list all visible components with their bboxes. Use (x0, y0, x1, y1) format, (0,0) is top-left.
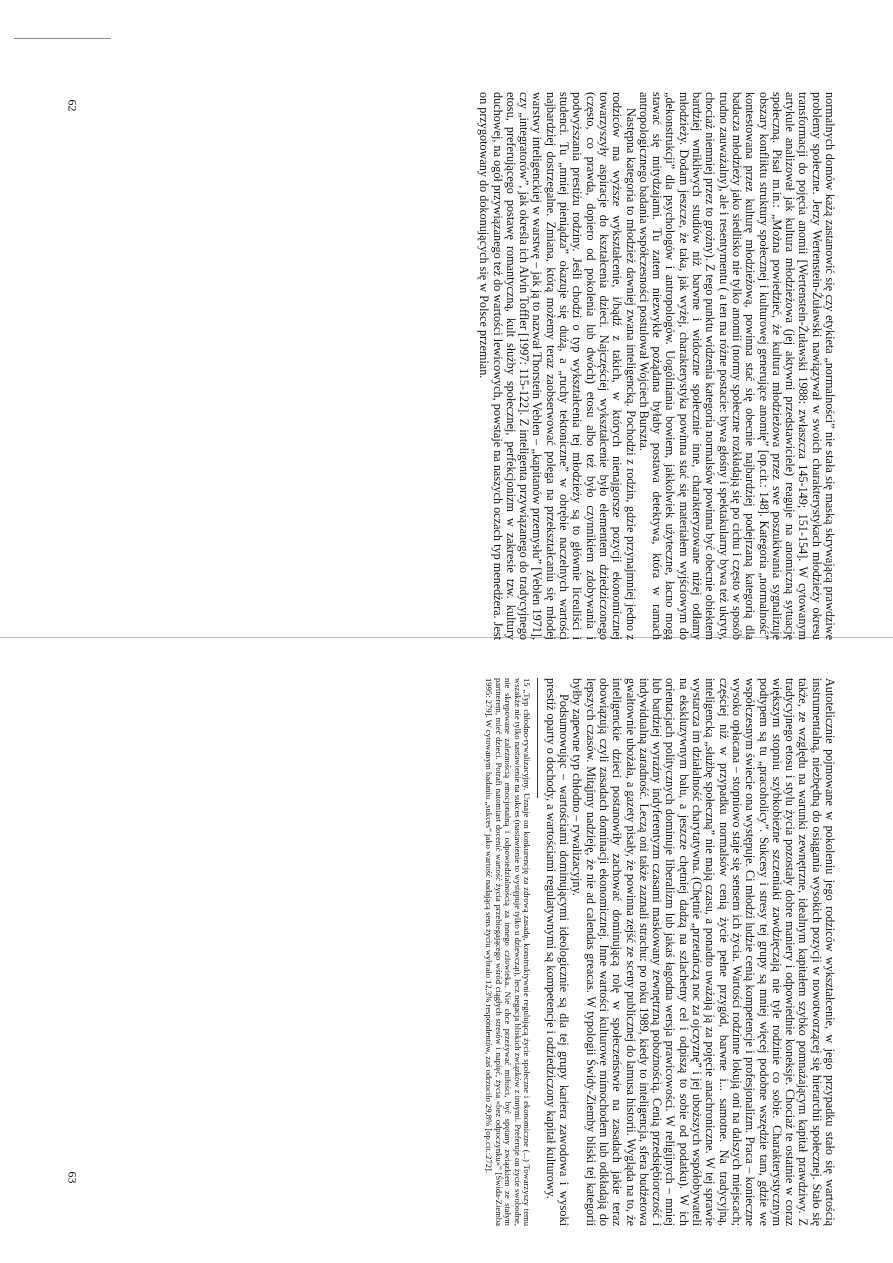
left-page-number: 62 (65, 99, 80, 112)
right-page (216, 678, 836, 1226)
left-paragraph-2: Następna kategoria to młodzież dawniej zwana inteligencką. Pochodzi z rodzin, gdzie przynajmniej jedno z rodziców ma wyższe wykształcenie, i/bądź z takich, w których nienajgorsze pozycji ekonomicznej towarzyszyły aspiracje do kształcenia dzieci. Najczęściej wykształcenie było elementem dziedziczonego (często, co prawda, dopiero od pokolenia lub dwóch) etosu albo też było czynnikiem zdobywania i podwyższania prestiżu rodziny. Jeśli chodzi o typ wykształcenia tej młodzieży są to głównie licealiści i studenci. Tu „mniej pieniądza” okazuje się dużą, a „ruchy tektoniczne” w obrębie naczelnych wartości najbardziej dostrzegalne. Zmiana, którą możemy teraz zaobserwować polega na przekształcaniu się młodej warstwy inteligenckiej w warstwę – jak ją to nazwał Thorstein Veblen – „kapitanów przemysłu” [Veblen 1971], czy „integratorów”, jak określa ich Alvin Toffler [1997: 115-122]. Z inteligenta przywiązanego do tradycyjnego etosu, preferującego postawę romantyczną, kult służby społecznej, perfekcjonizm w zakresie tzw. kultury duchowej, na ogół przywiązanego też do wartości lewicowych, powstaje na naszych oczach typ menedżera. Jest on przygotowany do dokonujących się w Polsce przemian. (477, 92, 638, 640)
left-page (124, 92, 836, 640)
scan-top-rule (14, 38, 111, 39)
right-page-number: 63 (65, 1171, 80, 1184)
footnote-15: 15 „Typ chłodno-rywalizacyjny. Uznaje on konkurencję za zdrową zasadę, konstruktywnie regulującą życie społeczne i ekonomiczne (...) Towarzyszy temu wszakże nie tylko nastawienie na sukces (nastawienie to występuje tylko u dziewcząt), lecz negacja bliskich związków z innymi. Preferuje on życie swobodne, nie skrępowane zależnością emocjonalną i odpowiedzialnością za innego człowieka. Nie chce przeżywać miłości, być spętany związkiem ze stałym partnerem, mieć dzieci. Potrafi natomiast docenić wartość życia przebiegającego wśród ciągłych stresów i napięć, życia «bez odpoczynku»” [Świda-Ziemba 1995: 279]. W cytowanym badaniu „sukces” jako wartość nadającą sens życiu wybrało 12,3% respondentów, zaś odrzuciło 29,8% [op.cit.:272]. (484, 678, 533, 1226)
footnote-rule (537, 678, 538, 798)
left-paragraph-1: normalnych domów każą zastanowić się czy etykieta „normalności” nie stała się maską skrywającą prawdziwe problemy społeczne. Jerzy Wertenstein-Żuławski nawiązywał w swoich charakterystykach młodzieży okresu transformacji do pojęcia anomii [Wertenstein-Żuławski 1988: zwłaszcza 145-149; 151-154]. W cytowanym artykule analizował jak kultura młodzieżowa (jej aktywni przedstawiciele) reaguje na anomiczną sytuację społeczną. Pisał m.in.: „Można powiedzieć, że kultura młodzieżowa przez swe poszukiwania sygnalizuje obszary konfliktu struktury społecznej i kulturowej generujące anomię” [op.cit.: 148]. Kategoria „normalność” kontestowana przez kulturę młodzieżową, powinna stać się obecnie najbardziej podejrzaną kategorią dla badacza młodzieży jako siedlisko nie tylko anomii (normy społeczne rozkładają się po cichu i często w sposób trudno zauważalny), ale i resentymentu ( a ten ma różne postacie: bywa głośny i spektakularny bywa też ukryty, chociaż niemniej przez to groźny). Z tego punktu widzenia kategoria normalsów powinna być obecnie obiektem bardziej wnikliwych studiów niż barwne i widoczne społecznie inne, charakteryzowane niżej odłamy młodzieży. Dodam jeszcze, że taka, jak wyżej, charakterystyka powinna stać się materiałem wyjściowym do „dekonstrukcji” dla psychologów i antropologów. Uogólniania bowiem, jakkolwiek użyteczne, łacno mogą stawać się mitydzajami. Tu zatem niezwykle pożądana byłaby postawa detektywa, która w ramach antropologicznego badania współczesności postulował Wojciech Burszta. (636, 92, 837, 640)
right-paragraph-2: Podsumowując – wartościami dominującymi ideologicznie są dla tej grupy kariera zawodowa i wysoki prestiż oparty o dochody, a wartościami regulatywnymi są kompetencje i odziedziczony kapitał kulturowy. (543, 678, 572, 1226)
right-paragraph-1: Autotelicznie pojmowane w pokoleniu jego rodziców wykształcenie, w jego przypadku stało się wartością instrumentalną, niezbędną do osiągania wysokich pozycji w nowotworzącej się hierarchii społecznej. Stało się także, ze względu na warunki zewnętrzne, idealnym kapitałem szybko pomnażającym kapitał prawdziwy. Z tradycyjnego etosu i stylu życia pozostały dobre maniery i odpowiednie koneksje. Chociaż te ostatnie w coraz większym stopniu szybkobieżne szczeniaki zawdzięczają nie tyle rodzinie co sobie. Charakterystycznym podtypem są tu „pracoholicy”. Sukcesy i stresy tej grupy są mniej więcej podobne wszędzie tam, gdzie we współczesnym świecie ona występuje. Ci młodzi ludzie cenią kompetencje i profesjonalizm. Praca – konieczne wysoko opłacana – stopniowo staje się sensem ich życia. Wartości rodzinne lokują oni na dalszych miejscach; częściej niż w przypadku normalsów cenią życie pełne przygód, barwne i... samotne. Na tradycyjną, inteligencką „służbę społeczną” nie mają czasu, a ponadto uważają ją za pojęcie anachroniczne. W tej sprawie wystarcza im działalność charytatywna. (Chętnie „przetańczą noc za ojczyznę” i jej uboższych współobywateli na ekskluzywnym balu, a jeszcze chętniej dadzą na szlachetny cel i odpiszą to sobie od podatku). W ich orientacjach politycznych dominuje liberalizm lub jakaś łagodna wersja prawicowości. W religijnych – mniej lub bardziej wyraźny indyferentyzm czasami maskowany zewnętrzną pobożnością. Cenią przedsiębiorczość i indywidualną zaradność. Leczą oni także zaznali strachu: po roku 1989, kiedy to inteligencja, sfera budżetowa gwałtownie ubożała, a gazety pisały, że powinna zejść ze sceny publicznej do lamusa historii. Wygląda na to, że inteligenckie dzieci postanowiły zachować dominującą rolę w społeczeństwie na zasadach jakie teraz obowiązują czyli zasadach dominacji ekonomicznej. Inne wartości kulturowe mimochodem lub odkładają do lepszych czasów. Mitąjmy nadzieję, że nie ad calendas greacas. W typologii Świdy-Ziemby bliski tej kategorii byłby zapewne typ chłodno – rywalizacyjny. (570, 678, 837, 1226)
